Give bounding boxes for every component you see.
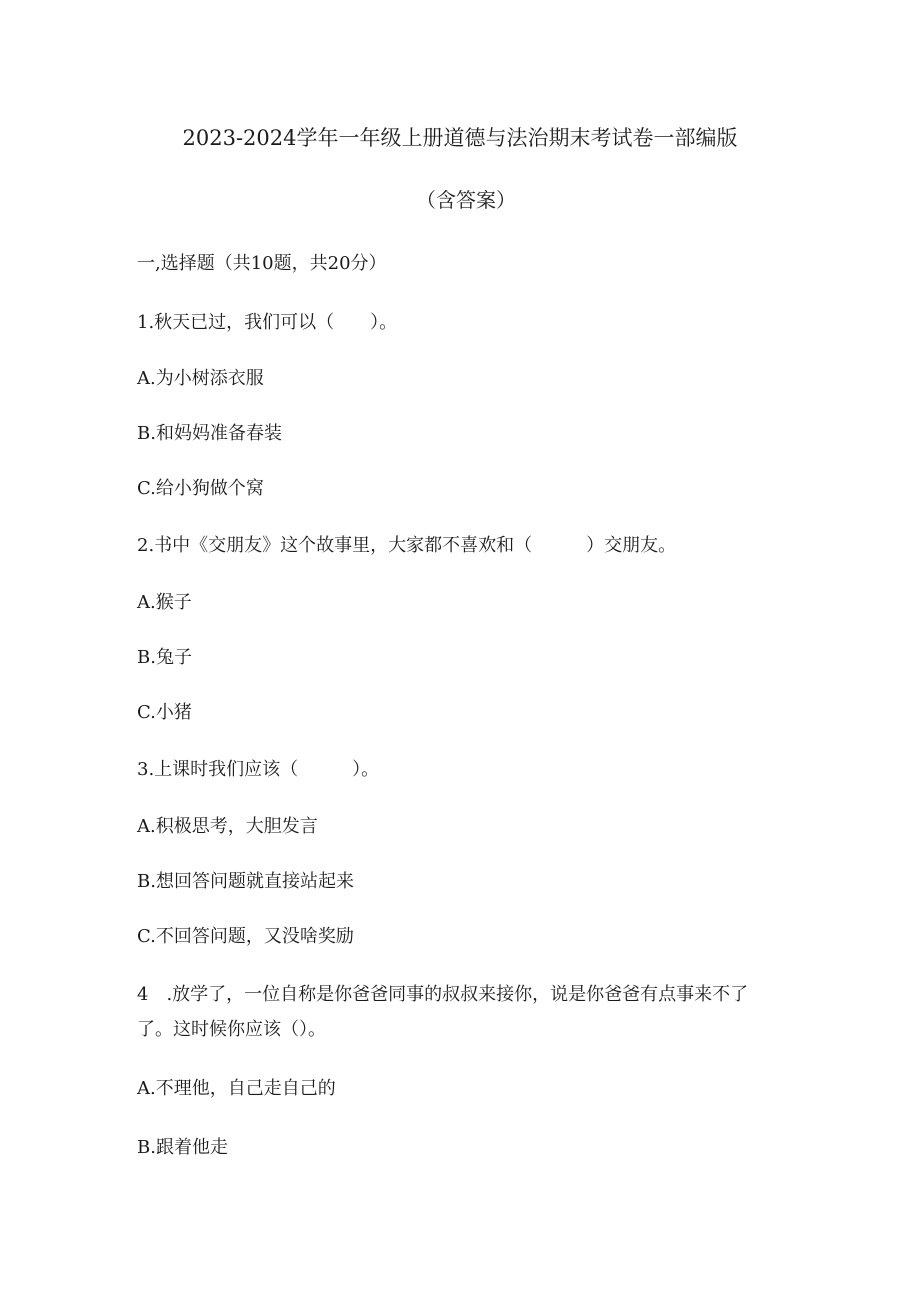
- question-4-option-a: A.不理他，自己走自己的: [137, 1078, 336, 1099]
- question-3-stem: 3.上课时我们应该（ ）。: [137, 759, 380, 780]
- question-2-stem: 2.书中《交朋友》这个故事里，大家都不喜欢和（ ）交朋友。: [137, 535, 677, 556]
- question-3-option-a: A.积极思考，大胆发言: [137, 816, 318, 837]
- exam-title: 2023-2024学年一年级上册道德与法治期末考试卷一部编版: [182, 126, 738, 150]
- question-3-option-c: C.不回答问题，又没啥奖励: [137, 926, 354, 947]
- question-4-stem-line-2: 了。这时候你应该（）。: [137, 1019, 326, 1040]
- question-2-option-b: B.兔子: [137, 647, 192, 668]
- question-1-option-b: B.和妈妈准备春装: [137, 423, 282, 444]
- exam-subtitle: （含答案）: [416, 188, 516, 212]
- question-4-stem-line-1: 4 .放学了，一位自称是你爸爸同事的叔叔来接你，说是你爸爸有点事来不了: [137, 984, 749, 1005]
- question-1-option-a: A.为小树添衣服: [137, 368, 264, 389]
- question-1-option-c: C.给小狗做个窝: [137, 478, 264, 499]
- question-2-option-c: C.小猪: [137, 702, 192, 723]
- question-1-stem: 1.秋天已过，我们可以（ ）。: [137, 312, 398, 333]
- section-heading: 一,选择题（共10题，共20分）: [137, 253, 387, 274]
- question-3-option-b: B.想回答问题就直接站起来: [137, 871, 354, 892]
- question-4-option-b: B.跟着他走: [137, 1137, 228, 1158]
- question-2-option-a: A.猴子: [137, 592, 192, 613]
